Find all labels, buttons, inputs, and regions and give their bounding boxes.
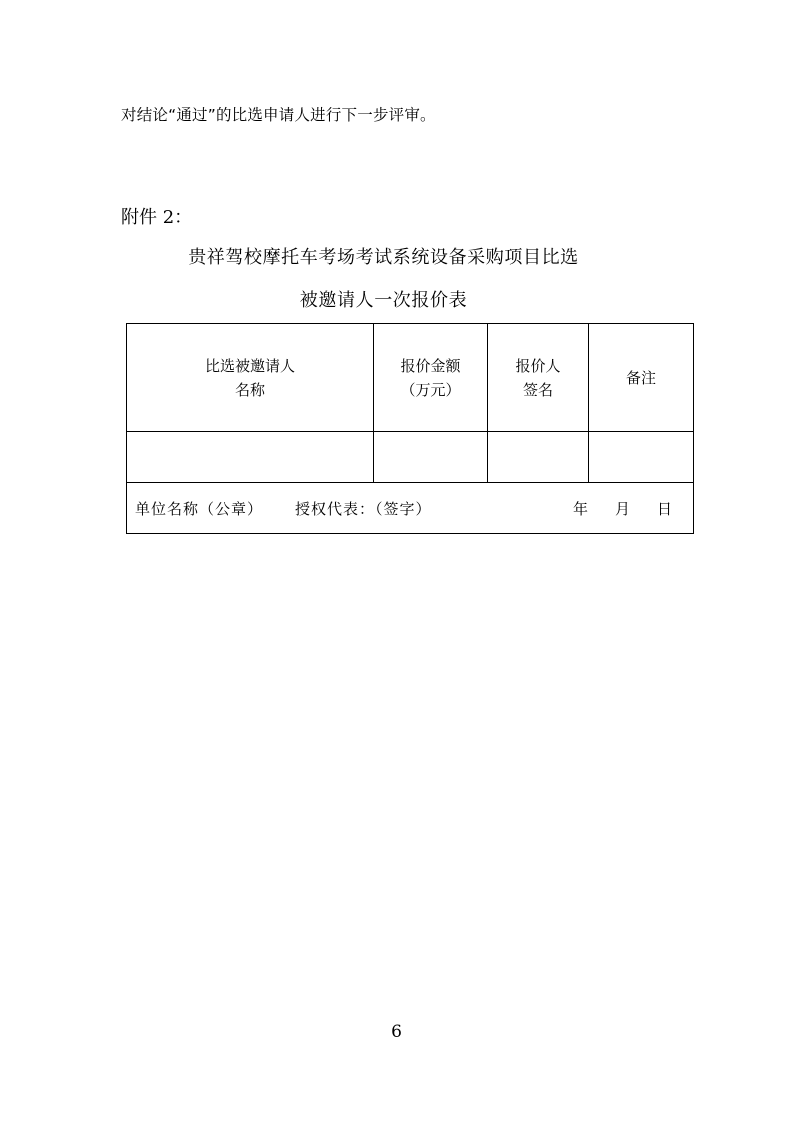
table-header-row xyxy=(127,324,694,432)
document-title-line2: 被邀请人一次报价表 xyxy=(299,290,468,311)
footer-cell xyxy=(127,483,694,534)
header-bidder-name xyxy=(127,324,374,432)
header-quote-amount-line1: 报价金额 xyxy=(400,356,461,375)
year-label: 年 xyxy=(572,499,589,518)
day-label: 日 xyxy=(656,499,673,518)
table-row xyxy=(127,432,694,483)
header-quoter-signature xyxy=(488,324,589,432)
header-quoter-signature-line1: 报价人 xyxy=(515,356,561,375)
table-footer-row xyxy=(127,483,694,534)
cell-quote-amount xyxy=(374,432,488,483)
header-bidder-name-line2: 名称 xyxy=(234,380,265,399)
header-quote-amount-line2: （万元） xyxy=(400,380,461,399)
header-remarks: 备注 xyxy=(589,324,694,432)
date-fields xyxy=(573,498,693,519)
document-title-line1: 贵祥驾校摩托车考场考试系统设备采购项目比选 xyxy=(188,247,579,268)
cell-quoter-signature xyxy=(488,432,589,483)
header-quote-amount xyxy=(374,324,488,432)
cell-bidder-name xyxy=(127,432,374,483)
paragraph-line: 对结论“通过”的比选申请人进行下一步评审。 xyxy=(121,106,436,124)
page-number: 6 xyxy=(391,1022,402,1042)
header-quoter-signature-line2: 签名 xyxy=(522,380,553,399)
quote-table xyxy=(126,323,694,534)
unit-seal-label: 单位名称（公章） xyxy=(135,499,264,518)
cell-remarks xyxy=(589,432,694,483)
month-label: 月 xyxy=(614,499,631,518)
authorized-rep-label: 授权代表：（签字） xyxy=(295,499,432,518)
header-bidder-name-line1: 比选被邀请人 xyxy=(204,356,295,375)
attachment-label: 附件 2： xyxy=(121,207,193,228)
